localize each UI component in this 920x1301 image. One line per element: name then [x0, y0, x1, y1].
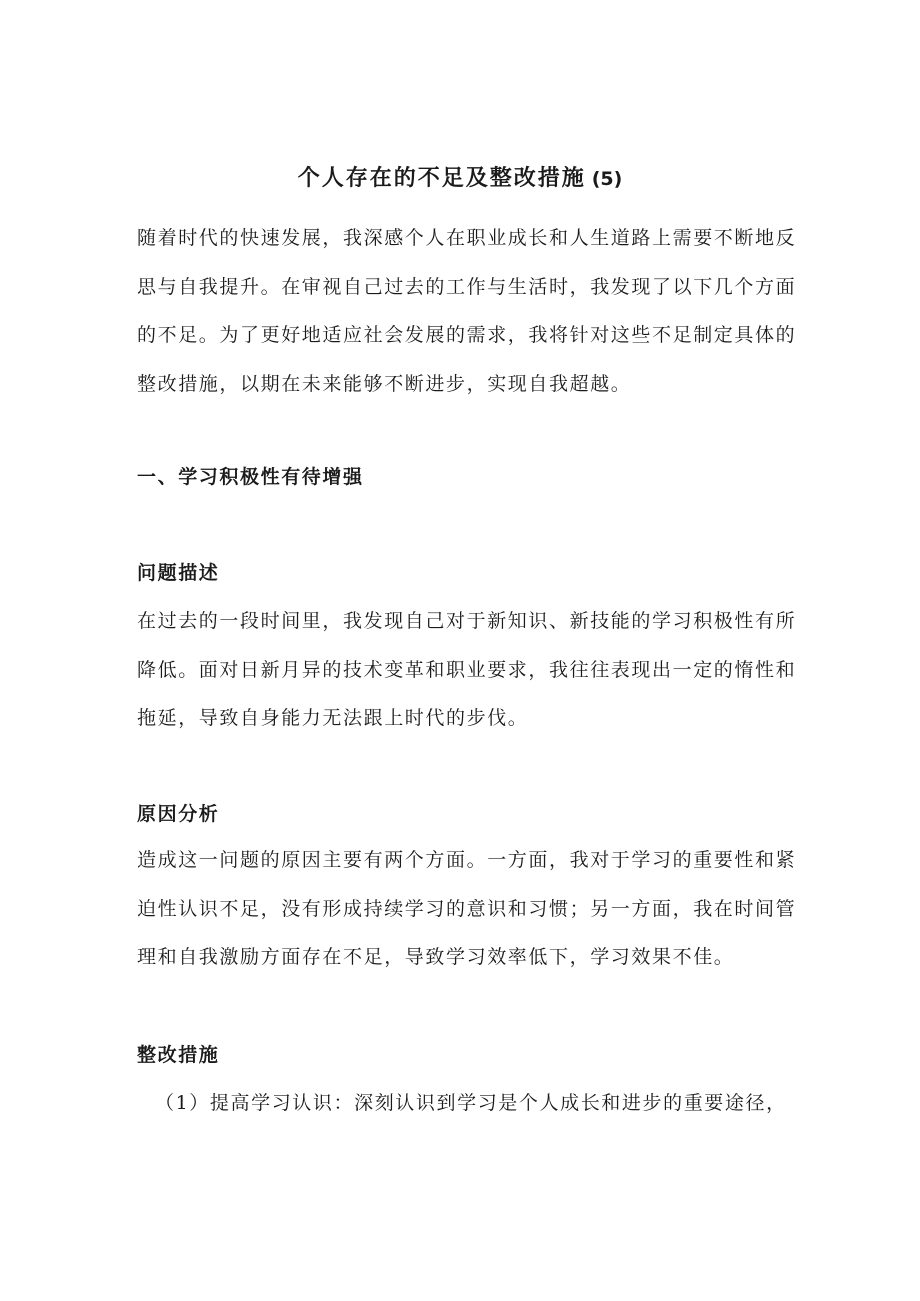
intro-line: 的不足。为了更好地适应社会发展的需求，我将针对这些不足制定具体的 [137, 324, 797, 347]
section-heading: 一、学习积极性有待增强 [137, 466, 364, 488]
intro-line: 思与自我提升。在审视自己过去的工作与生活时，我发现了以下几个方面 [137, 275, 797, 298]
problem-line: 降低。面对日新月异的技术变革和职业要求，我往往表现出一定的惰性和 [137, 658, 797, 681]
intro-line: 随着时代的快速发展，我深感个人在职业成长和人生道路上需要不断地反 [137, 227, 797, 249]
intro-line: 整改措施，以期在未来能够不断进步，实现自我超越。 [137, 373, 632, 396]
problem-line: 在过去的一段时间里，我发现自己对于新知识、新技能的学习积极性有所 [137, 610, 797, 632]
cause-line: 理和自我激励方面存在不足，导致学习效率低下，学习效果不佳。 [137, 946, 735, 969]
cause-line: 迫性认识不足，没有形成持续学习的意识和习惯；另一方面，我在时间管 [137, 897, 797, 920]
problem-line: 拖延，导致自身能力无法跟上时代的步伐。 [137, 707, 529, 730]
cause-paragraph [137, 836, 797, 982]
document-title [0, 160, 920, 197]
cause-heading: 原因分析 [137, 803, 220, 825]
intro-paragraph [137, 214, 797, 409]
problem-heading: 问题描述 [137, 562, 220, 584]
title-number: (5) [591, 167, 623, 190]
measure-item: （1）提高学习认识：深刻认识到学习是个人成长和进步的重要途径， [155, 1092, 787, 1114]
problem-paragraph [137, 597, 797, 743]
measures-heading: 整改措施 [137, 1044, 220, 1066]
title-text: 个人存在的不足及整改措施 [297, 164, 586, 191]
cause-line: 造成这一问题的原因主要有两个方面。一方面，我对于学习的重要性和紧 [137, 849, 797, 871]
